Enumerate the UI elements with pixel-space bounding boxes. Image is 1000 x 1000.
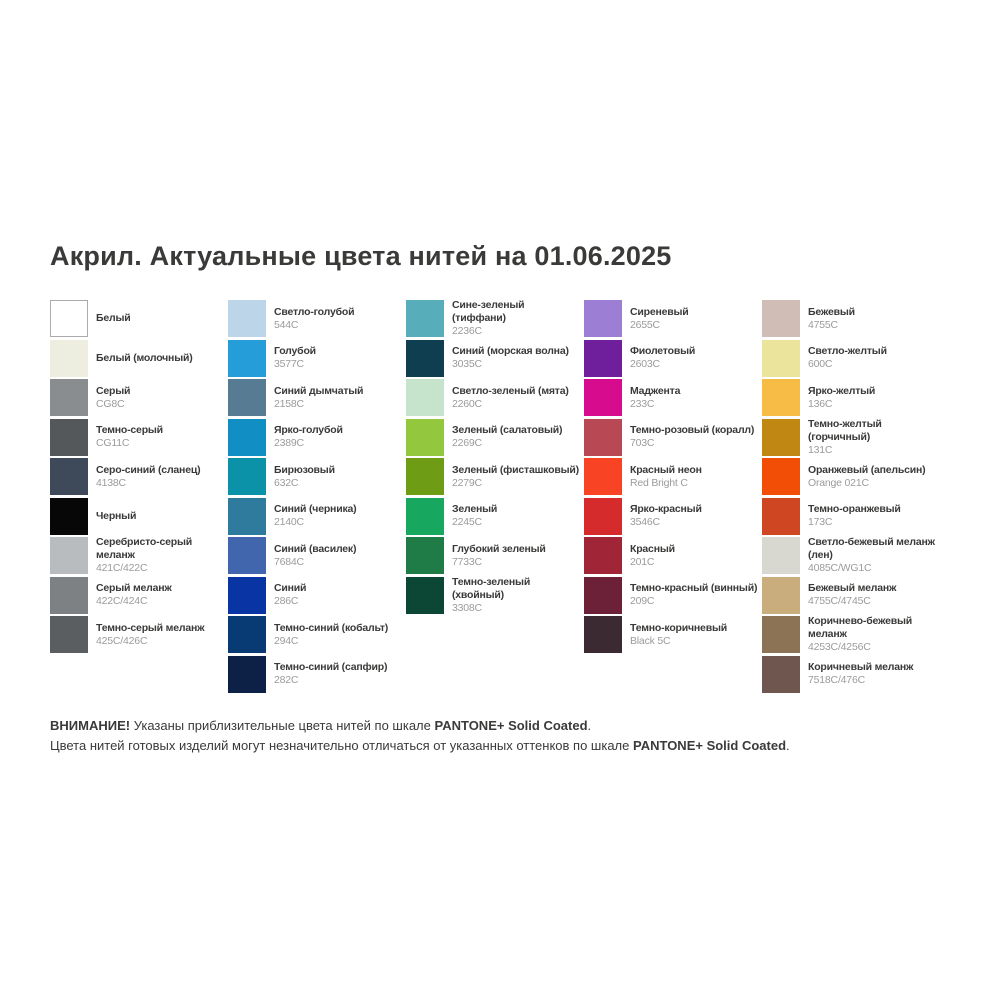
swatch-labels <box>274 616 402 653</box>
pantone-code: 632C <box>274 476 299 489</box>
color-swatch <box>228 340 266 377</box>
color-name: Темно-серый <box>96 424 163 436</box>
pantone-code: 422C/424C <box>96 595 148 607</box>
swatch-column-1 <box>50 300 228 695</box>
swatch-labels <box>452 340 580 377</box>
color-name: Красный <box>630 542 675 555</box>
swatch-row <box>406 577 584 614</box>
swatch-row <box>584 419 762 456</box>
color-swatch <box>50 616 88 653</box>
color-name: Голубой <box>274 345 316 357</box>
color-swatch <box>228 419 266 456</box>
color-name: Темно-зеленый (хвойный) <box>452 575 531 601</box>
color-swatch <box>228 498 266 535</box>
pantone-code: 4138C <box>96 476 126 489</box>
pantone-code: CG11C <box>96 437 130 449</box>
pantone-code: 7518C/476C <box>808 674 865 686</box>
swatch-labels <box>96 300 224 337</box>
color-swatch <box>584 498 622 535</box>
color-name: Коричневый меланж <box>808 661 914 673</box>
color-name: Темно-коричневый <box>630 621 727 634</box>
swatch-labels <box>808 300 940 337</box>
pantone-code: 7684C <box>274 555 304 568</box>
color-name: Серо-синий (сланец) <box>96 463 201 476</box>
swatch-labels <box>808 577 940 614</box>
pantone-code: 4755C/4745C <box>808 595 871 607</box>
color-swatch <box>584 537 622 574</box>
swatch-row <box>762 340 940 377</box>
swatch-labels <box>452 379 580 416</box>
color-swatch <box>50 340 88 377</box>
swatch-row <box>584 379 762 416</box>
color-name: Бежевый <box>808 305 855 318</box>
swatch-row <box>762 458 940 495</box>
pantone-code: 3577C <box>274 358 304 370</box>
color-swatch <box>762 419 800 456</box>
color-swatch <box>50 577 88 614</box>
pantone-code: 209C <box>630 595 655 607</box>
swatch-row <box>228 300 406 337</box>
swatch-labels <box>808 537 940 574</box>
pantone-code: 2140C <box>274 516 304 528</box>
swatch-labels <box>274 656 402 693</box>
pantone-code: 2389C <box>274 437 304 449</box>
swatch-row <box>406 300 584 337</box>
pantone-code: 4085C/WG1C <box>808 562 872 574</box>
footer-line-2 <box>50 736 850 756</box>
swatch-labels <box>452 537 580 574</box>
color-swatch <box>584 379 622 416</box>
swatch-labels <box>274 419 402 456</box>
pantone-code: 3035C <box>452 358 482 370</box>
swatch-labels <box>274 498 402 535</box>
color-swatch <box>406 498 444 535</box>
color-name: Светло-бежевый меланж (лен) <box>808 536 935 561</box>
color-swatch <box>406 537 444 574</box>
footer-line-1-text: Указаны приблизительные цвета нитей по шкале <box>130 718 435 733</box>
swatch-row <box>50 340 228 377</box>
swatch-labels <box>96 419 224 456</box>
swatch-labels <box>452 300 580 337</box>
swatch-row <box>228 458 406 495</box>
swatch-labels <box>274 458 402 495</box>
color-swatch <box>50 379 88 416</box>
color-name: Темно-красный (винный) <box>630 582 758 594</box>
swatch-labels <box>808 340 940 377</box>
pantone-code: Black 5C <box>630 634 671 647</box>
color-name: Бирюзовый <box>274 463 335 476</box>
color-swatch <box>406 458 444 495</box>
color-swatch <box>228 537 266 574</box>
color-name: Синий (василек) <box>274 542 357 555</box>
color-swatch <box>584 340 622 377</box>
swatch-row <box>584 616 762 653</box>
pantone-code: 4755C <box>808 318 838 331</box>
pantone-code: 2245C <box>452 516 482 528</box>
color-swatch <box>406 419 444 456</box>
pantone-code: 2269C <box>452 437 482 449</box>
color-name: Синий <box>274 582 307 594</box>
pantone-code: 294C <box>274 634 299 647</box>
color-swatch <box>50 498 88 535</box>
color-name: Темно-желтый (горчичный) <box>808 417 882 443</box>
swatch-row <box>406 498 584 535</box>
swatch-row <box>228 340 406 377</box>
swatch-labels <box>452 577 580 614</box>
color-swatch <box>50 458 88 495</box>
color-name: Бежевый меланж <box>808 582 897 594</box>
swatch-row <box>406 379 584 416</box>
pantone-code: 2279C <box>452 476 482 489</box>
color-name: Черный <box>96 509 137 522</box>
swatch-labels <box>808 498 940 535</box>
pantone-code: 2655C <box>630 318 660 331</box>
color-swatch <box>762 577 800 614</box>
pantone-code: 286C <box>274 595 299 607</box>
swatch-labels <box>630 458 758 495</box>
color-swatch <box>406 300 444 337</box>
swatch-labels <box>96 458 224 495</box>
color-swatch <box>584 577 622 614</box>
swatch-row <box>406 537 584 574</box>
swatch-row <box>584 577 762 614</box>
pantone-code: 4253C/4256C <box>808 641 871 653</box>
color-name: Синий дымчатый <box>274 384 364 397</box>
color-name: Белый (молочный) <box>96 351 193 364</box>
swatch-labels <box>630 498 758 535</box>
swatch-row <box>762 379 940 416</box>
color-swatch <box>762 498 800 535</box>
color-name: Зеленый (салатовый) <box>452 424 563 436</box>
swatch-row <box>762 656 940 693</box>
color-name: Темно-серый меланж <box>96 621 205 634</box>
swatch-column-5 <box>762 300 940 695</box>
pantone-code: 2158C <box>274 397 304 410</box>
pantone-code: 544C <box>274 318 299 331</box>
swatch-row <box>762 498 940 535</box>
swatch-row <box>50 419 228 456</box>
color-name: Сиреневый <box>630 305 689 318</box>
pantone-code: 425C/426C <box>96 634 148 647</box>
color-name: Синий (морская волна) <box>452 345 569 357</box>
color-swatch <box>50 300 88 337</box>
swatch-labels <box>452 419 580 456</box>
color-swatch <box>50 537 88 574</box>
pantone-code: Orange 021C <box>808 476 869 489</box>
color-name: Ярко-красный <box>630 503 702 515</box>
color-name: Серый меланж <box>96 582 172 594</box>
pantone-code: 3546C <box>630 516 660 528</box>
swatch-row <box>228 616 406 653</box>
footer-line-1-period: . <box>587 718 592 733</box>
swatch-labels <box>630 379 758 416</box>
color-swatch <box>762 379 800 416</box>
swatch-row <box>406 340 584 377</box>
pantone-code: 136C <box>808 397 833 410</box>
pantone-code: 2260C <box>452 397 482 410</box>
color-name: Красный неон <box>630 463 702 476</box>
swatch-row <box>50 300 228 337</box>
color-swatch <box>584 458 622 495</box>
color-swatch <box>406 340 444 377</box>
swatch-labels <box>96 577 224 614</box>
swatch-grid <box>50 300 940 695</box>
color-name: Светло-голубой <box>274 305 355 318</box>
color-swatch <box>762 656 800 693</box>
swatch-row <box>228 537 406 574</box>
swatch-row <box>584 458 762 495</box>
swatch-row <box>228 498 406 535</box>
color-name: Фиолетовый <box>630 345 696 357</box>
color-name: Серый <box>96 384 131 397</box>
footer-line-2-text: Цвета нитей готовых изделий могут незначительно отличаться от указанных оттенков по шкале <box>50 737 633 753</box>
swatch-labels <box>274 379 402 416</box>
color-swatch <box>228 656 266 693</box>
swatch-labels <box>452 498 580 535</box>
color-swatch <box>228 577 266 614</box>
pantone-code: 201C <box>630 555 655 568</box>
footer-attention-label: ВНИМАНИЕ! <box>50 718 131 733</box>
swatch-row <box>762 577 940 614</box>
page-title: Акрил. Актуальные цвета нитей на 01.06.2025 <box>50 241 672 271</box>
pantone-code: Red Bright C <box>630 476 688 489</box>
color-name: Оранжевый (апельсин) <box>808 463 926 476</box>
swatch-row <box>228 577 406 614</box>
pantone-code: 131C <box>808 443 833 456</box>
pantone-code: 233C <box>630 397 655 410</box>
swatch-row <box>50 458 228 495</box>
swatch-labels <box>630 537 758 574</box>
color-name: Сине-зеленый (тиффани) <box>452 299 525 324</box>
color-swatch <box>406 379 444 416</box>
color-swatch <box>228 300 266 337</box>
swatch-labels <box>452 458 580 495</box>
swatch-row <box>584 340 762 377</box>
swatch-row <box>50 498 228 535</box>
swatch-labels <box>96 340 224 377</box>
swatch-labels <box>96 379 224 416</box>
swatch-row <box>50 577 228 614</box>
swatch-row <box>762 419 940 456</box>
swatch-row <box>228 419 406 456</box>
color-name: Зеленый (фисташковый) <box>452 463 579 476</box>
swatch-row <box>762 537 940 574</box>
color-swatch <box>228 379 266 416</box>
color-swatch <box>584 419 622 456</box>
swatch-row <box>406 458 584 495</box>
swatch-row <box>406 419 584 456</box>
swatch-row <box>584 300 762 337</box>
swatch-labels <box>630 419 758 456</box>
swatch-labels <box>274 577 402 614</box>
swatch-labels <box>808 419 940 456</box>
color-name: Серебристо-серый меланж <box>96 536 192 561</box>
pantone-code: 3308C <box>452 601 482 614</box>
footer-line-1 <box>50 716 850 736</box>
footer-pantone-label-1: PANTONE+ Solid Coated <box>434 718 588 733</box>
swatch-labels <box>808 616 940 653</box>
swatch-labels <box>96 616 224 653</box>
swatch-row <box>762 616 940 653</box>
swatch-labels <box>274 300 402 337</box>
color-swatch <box>762 340 800 377</box>
swatch-row <box>50 537 228 574</box>
color-name: Коричнево-бежевый меланж <box>808 615 913 640</box>
pantone-code: CG8C <box>96 397 125 410</box>
color-name: Темно-розовый (коралл) <box>630 424 755 436</box>
color-swatch <box>406 577 444 614</box>
color-name: Светло-желтый <box>808 345 887 357</box>
swatch-labels <box>808 379 940 416</box>
swatch-row <box>50 616 228 653</box>
swatch-row <box>228 379 406 416</box>
color-name: Маджента <box>630 384 681 397</box>
color-name: Темно-синий (сапфир) <box>274 661 388 673</box>
color-swatch <box>762 300 800 337</box>
swatch-labels <box>630 577 758 614</box>
swatch-row <box>50 379 228 416</box>
pantone-code: 421C/422C <box>96 562 148 574</box>
pantone-code: 282C <box>274 674 299 686</box>
swatch-labels <box>96 537 224 574</box>
swatch-labels <box>274 340 402 377</box>
pantone-code: 7733C <box>452 555 482 568</box>
swatch-row <box>584 498 762 535</box>
color-name: Глубокий зеленый <box>452 542 546 555</box>
pantone-code: 703C <box>630 437 655 449</box>
color-swatch <box>50 419 88 456</box>
swatch-row <box>762 300 940 337</box>
swatch-labels <box>808 656 940 693</box>
swatch-row <box>584 537 762 574</box>
footer-note <box>50 716 850 755</box>
pantone-code: 600C <box>808 358 833 370</box>
color-name: Ярко-голубой <box>274 424 343 436</box>
color-swatch <box>762 616 800 653</box>
color-name: Темно-синий (кобальт) <box>274 621 389 634</box>
color-swatch <box>228 616 266 653</box>
color-name: Зеленый <box>452 503 498 515</box>
color-name: Синий (черника) <box>274 503 357 515</box>
color-name: Светло-зеленый (мята) <box>452 384 569 397</box>
pantone-code: 2603C <box>630 358 660 370</box>
swatch-labels <box>630 340 758 377</box>
swatch-column-4 <box>584 300 762 695</box>
swatch-column-3 <box>406 300 584 695</box>
swatch-labels <box>630 616 758 653</box>
color-swatch <box>228 458 266 495</box>
color-name: Белый <box>96 312 131 324</box>
pantone-code: 173C <box>808 516 833 528</box>
swatch-row <box>228 656 406 693</box>
swatch-labels <box>274 537 402 574</box>
swatch-labels <box>808 458 940 495</box>
color-name: Темно-оранжевый <box>808 503 901 515</box>
pantone-code: 2236C <box>452 325 482 337</box>
color-swatch <box>584 616 622 653</box>
footer-pantone-label-2: PANTONE+ Solid Coated <box>633 737 787 753</box>
swatch-column-2 <box>228 300 406 695</box>
color-swatch <box>762 537 800 574</box>
color-swatch <box>762 458 800 495</box>
color-swatch <box>584 300 622 337</box>
swatch-labels <box>630 300 758 337</box>
footer-line-2-period: . <box>786 737 790 753</box>
color-name: Ярко-желтый <box>808 384 876 397</box>
swatch-labels <box>96 498 224 535</box>
